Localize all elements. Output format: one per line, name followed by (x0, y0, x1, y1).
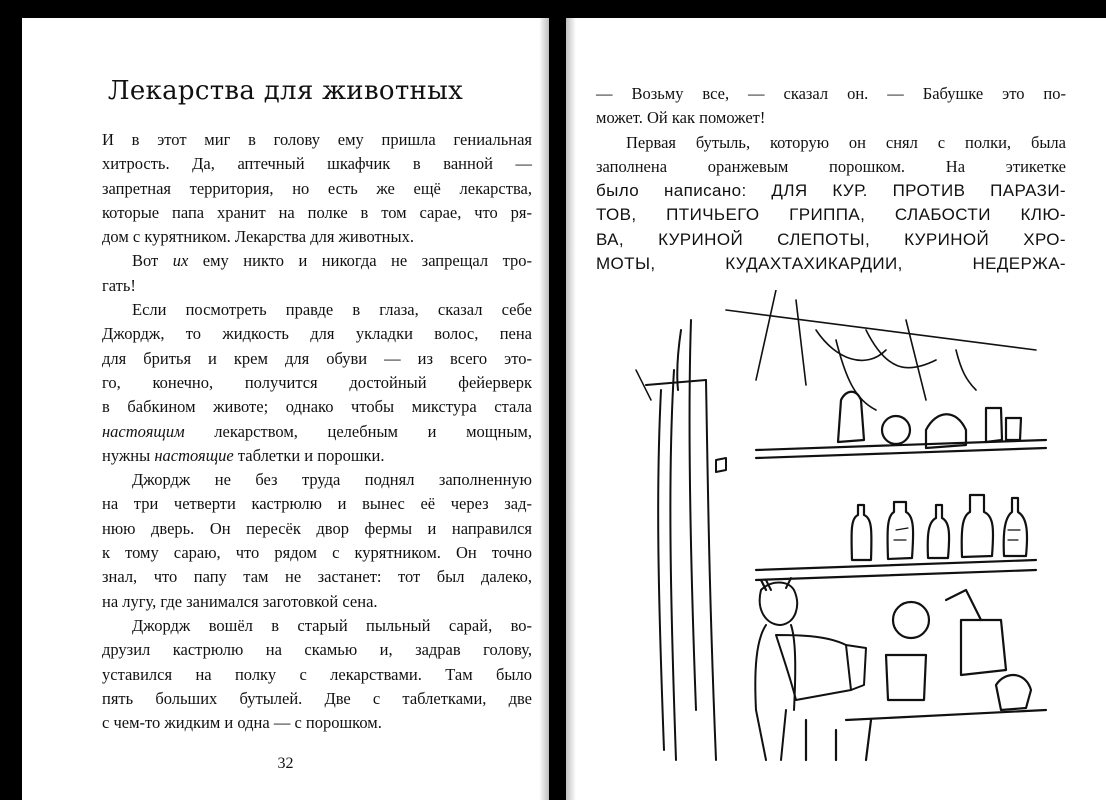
text-line: знал, что папу там не застанет: тот был далеко, (102, 567, 532, 587)
page-number: 32 (277, 755, 294, 772)
bottle-5 (1004, 498, 1027, 556)
text-line: на лугу, где занимался заготовкой сена. (102, 591, 378, 611)
emphasis: настоящие (154, 445, 234, 465)
gutter-shadow (566, 18, 576, 800)
text-line: может. Ой как поможет! (596, 108, 766, 128)
text-line: пять больших бутылей. Две с таблетками, две (102, 688, 532, 708)
text-line: хитрость. Да, аптечный шкафчик в ванной — (102, 154, 532, 174)
text-line: было написано: ДЛЯ КУР. ПРОТИВ ПАРАЗИ- (596, 181, 1066, 201)
bottle-2 (888, 502, 914, 559)
paragraph-2 (102, 249, 532, 298)
text-line: с чем-то жидким и одна — с порошком. (102, 713, 382, 733)
bottle-1 (852, 505, 872, 560)
text-line: к тому сараю, что рядом с курятником. Он точно (102, 543, 532, 563)
text-line: Джордж, то жидкость для укладки волос, пена (102, 324, 532, 344)
text-line: дом с курятником. Лекарства для животных. (102, 227, 414, 247)
text-line: И в этот миг в голову ему пришла гениальная (102, 130, 532, 149)
door-frame (636, 320, 726, 760)
text-line: нюю дверь. Он пересёк двор фермы и направился (102, 518, 532, 538)
text-line: для бритья и крем для обуви — из всего это- (102, 348, 532, 368)
emphasis: их (172, 251, 189, 271)
text-line: Джордж вошёл в старый пыльный сарай, во- (132, 615, 532, 635)
chapter-title: Лекарства для животных (107, 76, 464, 106)
left-body-text (102, 128, 532, 735)
middle-shelf (756, 495, 1036, 590)
paragraph-4 (102, 468, 532, 614)
bottle-3 (928, 505, 949, 558)
paragraph-1 (596, 82, 1066, 131)
text-line: го, конечно, получится достойный фейерверк (102, 372, 532, 392)
text-line: ТОВ, ПТИЧЬЕГО ГРИППА, СЛАБОСТИ КЛЮ- (596, 205, 1066, 225)
right-body-text (596, 82, 1066, 276)
top-shelf (756, 392, 1046, 458)
text-line: — Возьму все, — сказал он. — Бабушке это по- (596, 84, 1066, 103)
text-line: заполнена оранжевым порошком. На этикетке (596, 156, 1066, 176)
text-line: гать! (102, 275, 136, 295)
text-line: запретная территория, но есть же ещё лекарства, (102, 178, 532, 198)
paragraph-3 (102, 298, 532, 468)
boy-figure (755, 578, 866, 760)
rafters (726, 290, 1036, 410)
text-line: настоящим лекарством, целебным и мощным, (102, 421, 532, 441)
gutter-shadow (539, 18, 549, 800)
text-line: нужны настоящие таблетки и порошки. (102, 445, 385, 465)
text-line: на три четверти кастрюлю и вынес её через зад- (102, 494, 532, 514)
emphasis: настоящим (102, 421, 185, 441)
paragraph-5 (102, 614, 532, 735)
text-line: ВА, КУРИНОЙ СЛЕПОТЫ, КУРИНОЙ ХРО- (596, 229, 1066, 249)
text-line: друзил кастрюлю на скамью и, задрав голову, (102, 640, 532, 660)
text-line: Джордж не без труда поднял заполненную (132, 470, 532, 490)
text-line: Вот их ему никто и никогда не запрещал тро- (132, 251, 532, 271)
text-line: уставился на полку с лекарствами. Там было (102, 664, 532, 684)
paragraph-1 (102, 128, 532, 249)
text-line: МОТЫ, КУДАХТАХИКАРДИИ, НЕДЕРЖА- (596, 254, 1066, 274)
paragraph-2 (596, 131, 1066, 277)
bottom-shelf (806, 590, 1046, 760)
left-page (22, 18, 549, 800)
shed-shelf-illustration (606, 290, 1066, 770)
text-line: Первая бутыль, которую он снял с полки, была (626, 132, 1066, 152)
bottle-4 (962, 495, 993, 557)
right-page (566, 18, 1106, 800)
text-line: Если посмотреть правде в глаза, сказал себе (132, 300, 532, 320)
text-line: которые папа хранит на полке в том сарае, что ря- (102, 202, 532, 222)
text-line: в бабкином животе; однако чтобы микстура стала (102, 397, 532, 417)
